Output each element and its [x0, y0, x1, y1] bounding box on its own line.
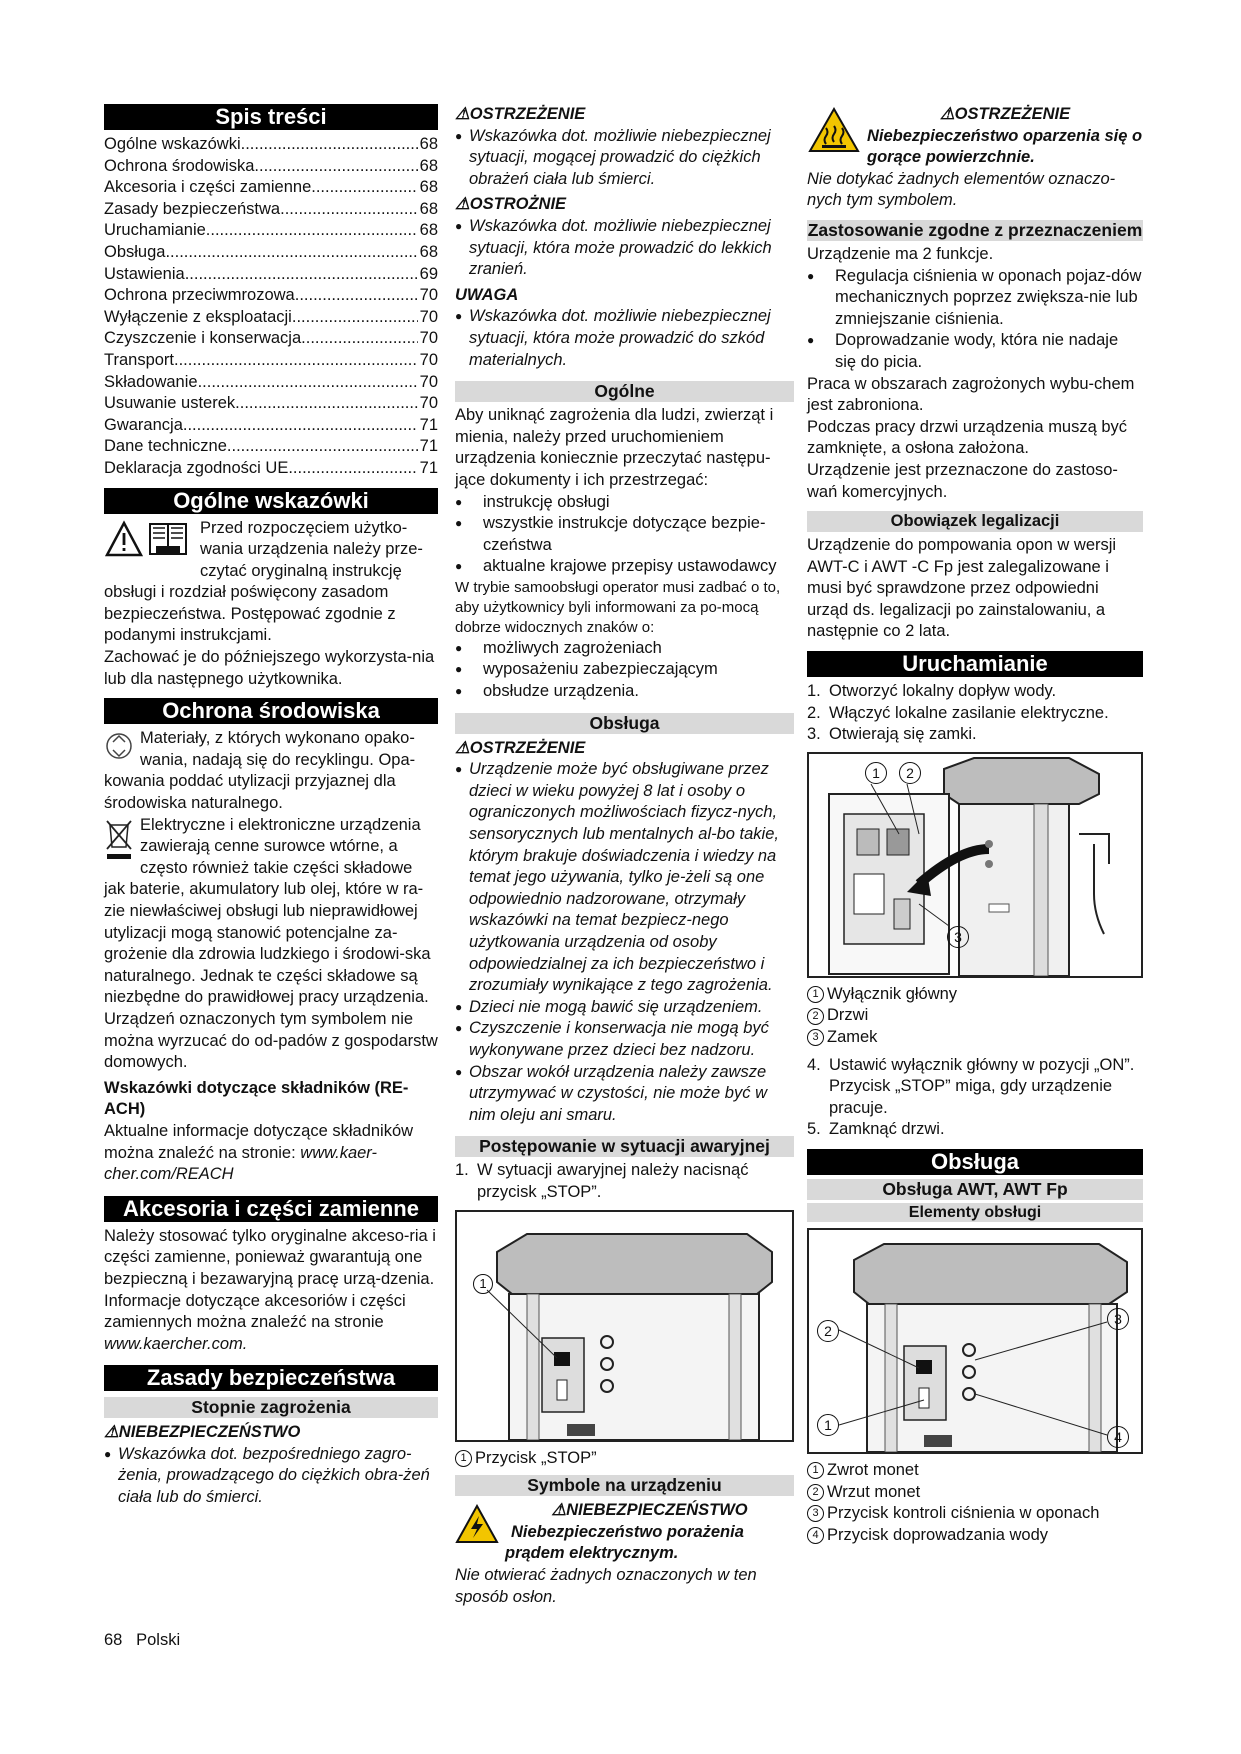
toc-item [104, 156, 438, 178]
toc-item-title: Gwarancja [104, 415, 183, 434]
callout-lock: 3 [947, 926, 969, 948]
toc-item-dots [288, 458, 417, 480]
toc-item-page: 68 [419, 135, 438, 153]
general2-item-2: ● możliwych zagrożeniach [455, 638, 794, 660]
startup-captions [807, 984, 1143, 1049]
figure-stop-button [455, 1210, 794, 1442]
warning-title: ⚠OSTRZEŻENIE [455, 105, 586, 123]
hot-surface-warning [807, 104, 1143, 169]
intended-intro: Urządzenie ma 2 funkcje. [807, 244, 994, 263]
toc-item [104, 350, 438, 372]
accessories-link[interactable]: www.kaercher.com. [104, 1334, 248, 1353]
crossed-bin-icon [104, 817, 134, 868]
toc-item-dots [241, 134, 418, 156]
operation-elements: Elementy obsługi [807, 1203, 1143, 1222]
general2-item: ● instrukcję obsługi [455, 492, 794, 514]
callout-coin-return: 1 [817, 1414, 839, 1436]
general2-item-2: ● obsłudze urządzenia. [455, 681, 794, 703]
toc-item-title: Deklaracja zgodności UE [104, 458, 289, 477]
startup-caption [807, 1005, 1143, 1027]
intended-p1: Praca w obszarach zagrożonych wybu-chem jest zabroniona. [807, 374, 1135, 415]
startup-step-number: 1. [807, 682, 821, 701]
toc-title: Spis treści [104, 104, 438, 130]
accessories-title: Akcesoria i części zamienne [104, 1196, 438, 1222]
toc-item-title: Ochrona środowiska [104, 156, 255, 175]
emergency-step [455, 1160, 794, 1203]
column-2 [455, 104, 794, 1608]
toc-item [104, 328, 438, 350]
startup-step [807, 681, 1143, 703]
startup-step-5 [807, 1119, 1143, 1141]
general-section [104, 518, 438, 691]
toc-item-dots [254, 156, 417, 178]
startup-step-number: 2. [807, 703, 821, 722]
toc-item-page: 68 [419, 199, 438, 218]
toc-item-dots [292, 307, 418, 329]
toc-item-title: Transport [104, 350, 174, 369]
operation-caption-number: 2 [807, 1484, 824, 1501]
toc-item-page: 71 [419, 458, 438, 477]
step-5-text: Zamknąć drzwi. [829, 1120, 945, 1139]
intended-list [807, 266, 1143, 374]
stop-caption [455, 1448, 794, 1470]
reach-title: Wskazówki dotyczące składników (RE-ACH) [104, 1078, 409, 1119]
figure-controls [807, 1228, 1143, 1454]
general2-item-2: ● wyposażeniu zabezpieczającym [455, 659, 794, 681]
toc-item-title: Dane techniczne [104, 437, 227, 456]
danger-title: ⚠NIEBEZPIECZEŃSTWO [104, 1423, 301, 1442]
toc-item [104, 372, 438, 394]
toc-item [104, 199, 438, 221]
toc-item-page: 70 [419, 286, 438, 305]
toc-item-page: 70 [419, 307, 438, 326]
startup-step-text: Otworzyć lokalny dopływ wody. [829, 682, 1057, 701]
toc-item-title: Wyłączenie z eksploatacji [104, 307, 292, 326]
intended-p2: Podczas pracy drzwi urządzenia muszą być zamknięte, a osłona założona. [807, 417, 1128, 458]
toc-item-title: Akcesoria i części zamienne [104, 178, 312, 197]
self-service-text: W trybie samoobsługi operator musi zadbać o to, aby użytkownicy byli informowani za po-mocą dobrze widocznych znaków o: [455, 578, 781, 636]
operation-caption-number: 1 [807, 1462, 824, 1479]
toc-item-dots [280, 199, 418, 221]
general2-list [455, 492, 794, 578]
general2-title: Ogólne [455, 381, 794, 402]
step-5-number: 5. [807, 1120, 821, 1139]
toc-item-title: Czyszczenie i konserwacja [104, 329, 302, 348]
column-1 [104, 104, 438, 1509]
startup-caption [807, 1027, 1143, 1049]
startup-caption-text: Zamek [827, 1028, 878, 1047]
accessories-p1: Należy stosować tylko oryginalne akceso-ria i części zamienne, ponieważ gwarantują one bezpieczną i bezawaryjną pracę urzą-dzenia. [104, 1226, 436, 1288]
operation-safety-list [455, 759, 794, 1126]
toc-item-dots [183, 415, 418, 437]
toc-item-page: 69 [419, 264, 438, 283]
electric-sub1: Niebezpieczeństwo porażenia [511, 1522, 744, 1541]
startup-caption-text: Wyłącznik główny [827, 984, 958, 1003]
accessories-p2 [104, 1291, 438, 1356]
safety-title: Zasady bezpieczeństwa [104, 1365, 438, 1391]
startup-caption-number: 3 [807, 1029, 824, 1046]
hot-title: ⚠OSTRZEŻENIE [939, 105, 1071, 123]
operation-safety-item: ● Dzieci nie mogą bawić się urządzeniem. [455, 997, 794, 1019]
toc-item-page: 68 [419, 242, 438, 261]
toc-item-dots [185, 264, 418, 286]
startup-caption-text: Drzwi [827, 1006, 869, 1025]
toc-item-dots [311, 177, 417, 199]
toc-item-page: 68 [419, 178, 438, 197]
warning-book-icon [104, 520, 194, 565]
caution-text: ● Wskazówka dot. możliwie niebezpiecznej sytuacji, która może prowadzić do lekkich zranień. [455, 216, 794, 281]
stop-caption-number: 1 [455, 1450, 472, 1467]
startup-title: Uruchamianie [807, 651, 1143, 677]
toc-item [104, 393, 438, 415]
hot-sub: Niebezpieczeństwo oparzenia się o gorące powierzchnie. [867, 126, 1143, 167]
operation-caption-number: 3 [807, 1505, 824, 1522]
toc-item-title: Obsługa [104, 242, 166, 261]
toc-item-title: Zasady bezpieczeństwa [104, 199, 281, 218]
accessories-p2-body: Informacje dotyczące akcesoriów i części zamiennych można znaleźć na stronie [104, 1291, 406, 1332]
operation-title: Obsługa [807, 1149, 1143, 1175]
recycle-icon [104, 730, 134, 769]
toc-item [104, 264, 438, 286]
toc-item-dots [301, 328, 417, 350]
startup-step [807, 724, 1143, 746]
toc-item-title: Składowanie [104, 372, 198, 391]
legal-title: Obowiązek legalizacji [807, 511, 1143, 532]
emergency-title: Postępowanie w sytuacji awaryjnej [455, 1136, 794, 1157]
general-title: Ogólne wskazówki [104, 488, 438, 514]
reach-text [104, 1121, 438, 1186]
startup-step-number: 3. [807, 725, 821, 744]
startup-step-text: Otwierają się zamki. [829, 725, 977, 744]
env-p1: Materiały, z których wykonano opako-wania, nadają się do recyklingu. Opa-kowania poddać utylizacji przyjaznej dla środowiska naturalnego. [104, 729, 416, 813]
general2-item: ● wszystkie instrukcje dotyczące bezpie-czeństwa [455, 513, 794, 556]
page-footer [104, 1630, 180, 1652]
operation-safety-item: ● Czyszczenie i konserwacja nie mogą być wykonywane przez dzieci bez nadzoru. [455, 1018, 794, 1061]
emergency-step-text: W sytuacji awaryjnej należy nacisnąć przycisk „STOP”. [477, 1161, 749, 1201]
emergency-step-number: 1. [455, 1161, 469, 1180]
warning-text: ● Wskazówka dot. możliwie niebezpiecznej sytuacji, mogącej prowadzić do ciężkich obrażeń ciała lub śmierci. [455, 126, 794, 191]
operation-safety-item: ● Obszar wokół urządzenia należy zawsze utrzymywać w czystości, nie może być w nim oleju ani smaru. [455, 1062, 794, 1127]
toc-item [104, 458, 438, 480]
caution-title: ⚠OSTROŻNIE [455, 195, 567, 214]
hot-text: Nie dotykać żadnych elementów oznaczo-nych tym symbolem. [807, 169, 1116, 210]
general-intro: Przed rozpoczęciem użytko-wania urządzenia należy prze-czytać oryginalną instrukcję obsługi i rozdział poświęcony zasadom bezpieczeństwa. Postępować zgodnie z podanymi instrukcjami. [104, 518, 423, 645]
intended-p3: Urządzenie jest przeznaczone do zastoso-wań komercyjnych. [807, 460, 1118, 501]
hot-surface-icon [807, 106, 861, 161]
safety-levels-title: Stopnie zagrożenia [104, 1397, 438, 1418]
toc-item-page: 71 [419, 437, 438, 456]
operation-sub: Obsługa AWT, AWT Fp [807, 1179, 1143, 1200]
toc-item [104, 177, 438, 199]
operation-warning-title: ⚠OSTRZEŻENIE [455, 738, 586, 757]
intended-item: ● Doprowadzanie wody, która nie nadaje się do picia. [807, 330, 1143, 373]
operation-caption [807, 1503, 1143, 1525]
toc-item-title: Uruchamianie [104, 221, 206, 240]
env-p2: Elektryczne i elektroniczne urządzenia zawierają cenne surowce wtórne, a często również takie części składowe jak baterie, akumulatory lub olej, które w ra-zie niewłaściwej obsługi lub nieprawidłowej utylizacji mogą stanowić potencjalne za-grożenie dla zdrowia ludzkiego i środowi-ska naturalnego. Jednak te części składowe są niezbędne do prawidłowej pracy urządzenia. Urządzeń oznaczonych tym symbolem nie można wyrzucać do od-padów z gospodarstw domowych. [104, 815, 438, 1072]
toc-item-dots [235, 393, 417, 415]
toc-item-dots [295, 285, 418, 307]
startup-step-4 [807, 1055, 1143, 1120]
step-4-text: Ustawić wyłącznik główny w pozycji „ON”. [829, 1055, 1135, 1074]
danger-text: ● Wskazówka dot. bezpośredniego zagro-żenia, prowadzącego do ciężkich obra-żeń ciała lub do śmierci. [104, 1444, 438, 1509]
startup-step [807, 703, 1143, 725]
toc-item-dots [174, 350, 418, 372]
electric-sub2: prądem elektrycznym. [505, 1544, 679, 1563]
operation-captions [807, 1460, 1143, 1546]
toc-item [104, 220, 438, 242]
toc-item [104, 436, 438, 458]
startup-caption-number: 2 [807, 1008, 824, 1025]
operation-safety-title: Obsługa [455, 713, 794, 734]
toc-item-dots [198, 372, 418, 394]
startup-step-text: Włączyć lokalne zasilanie elektryczne. [829, 703, 1109, 722]
toc-item-title: Usuwanie usterek [104, 394, 236, 413]
toc-list [104, 134, 438, 480]
notice-title: UWAGA [455, 285, 519, 304]
startup-caption [807, 984, 1143, 1006]
toc-item-page: 71 [419, 415, 438, 434]
operation-safety-item: ● Urządzenie może być obsługiwane przez dzieci w wieku powyżej 8 lat i osoby o ograniczonych możliwościach fizycz-nych, sensorycznych lub mentalnych al-bo takie, którym brakuje doświadczenia i wiedzy na temat jego używania, tylko je-żeli są one odpowiednio nadzorowane, otrzymały wskazówki na temat bezpiecz-nego użytkowania urządzenia od osoby odpowiedzialnej za ich bezpieczeństwo i zrozumiały wynikające z tego zagrożenia. [455, 759, 794, 997]
toc-item-title: Ogólne wskazówki [104, 135, 241, 153]
general2-intro: Aby uniknąć zagrożenia dla ludzi, zwierząt i mienia, należy przed uruchomieniem urządzenia koniecznie przeczytać następu-jące dokumenty i ich przestrzegać: [455, 406, 774, 489]
legal-text: Urządzenie do pompowania opon w wersji AWT-C i AWT -C Fp jest zalegalizowane i musi być sprawdzone przez odpowiedni urząd ds. legalizacji po zainstalowaniu, a następnie co 2 lata. [807, 536, 1117, 641]
stop-caption-text: Przycisk „STOP” [475, 1448, 597, 1467]
operation-caption-text: Przycisk kontroli ciśnienia w oponach [827, 1504, 1100, 1523]
general2-list-2 [455, 638, 794, 703]
figure-main-switch [807, 752, 1143, 978]
toc-item-page: 70 [419, 372, 438, 391]
operation-caption-text: Wrzut monet [827, 1482, 921, 1501]
env-section [104, 728, 438, 1185]
callout-water-button: 4 [1107, 1426, 1129, 1448]
toc-item [104, 242, 438, 264]
env-title: Ochrona środowiska [104, 698, 438, 724]
startup-caption-number: 1 [807, 986, 824, 1003]
intended-title: Zastosowanie zgodne z przeznaczeniem [807, 219, 1143, 240]
toc-item-page: 70 [419, 350, 438, 369]
intended-item: ● Regulacja ciśnienia w oponach pojaz-dów mechanicznych poprzez zwiększa-nie lub zmniejszanie ciśnienia. [807, 266, 1143, 331]
toc-item-page: 68 [419, 221, 438, 240]
toc-item-dots [206, 220, 418, 242]
toc-item-page: 68 [419, 156, 438, 175]
page-language: Polski [136, 1631, 181, 1649]
operation-caption-text: Przycisk doprowadzania wody [827, 1525, 1049, 1544]
reach-text-body: Aktualne informacje dotyczące składników można znaleźć na stronie: [104, 1121, 414, 1162]
electric-text: Nie otwierać żadnych oznaczonych w ten sposób osłon. [455, 1565, 757, 1606]
operation-caption [807, 1482, 1143, 1504]
toc-item-title: Ustawienia [104, 264, 185, 283]
toc-item [104, 415, 438, 437]
symbols-title: Symbole na urządzeniu [455, 1475, 794, 1496]
callout-main-switch: 1 [865, 762, 887, 784]
operation-caption-text: Zwrot monet [827, 1461, 919, 1479]
toc-item-page: 70 [419, 329, 438, 348]
toc-item [104, 307, 438, 329]
column-3 [807, 104, 1143, 1546]
notice-text: ● Wskazówka dot. możliwie niebezpiecznej sytuacji, która może prowadzić do szkód materialnych. [455, 306, 794, 371]
operation-caption [807, 1525, 1143, 1547]
toc-item-title: Ochrona przeciwmrozowa [104, 286, 295, 305]
callout-1: 1 [473, 1274, 493, 1294]
toc-item-page: 70 [419, 394, 438, 413]
operation-caption-number: 4 [807, 1527, 824, 1544]
callout-coin-insert: 2 [817, 1320, 839, 1342]
reach-link[interactable]: www.kaer-cher.com/REACH [104, 1143, 377, 1184]
toc-item-dots [227, 436, 418, 458]
step-4-number: 4. [807, 1055, 821, 1074]
toc-item-dots [165, 242, 417, 264]
callout-pressure-button: 3 [1107, 1308, 1129, 1330]
electric-title: ⚠NIEBEZPIECZEŃSTWO [551, 1501, 748, 1520]
page-number: 68 [104, 1631, 123, 1649]
electric-warning [455, 1500, 794, 1608]
general2-item: ● aktualne krajowe przepisy ustawodawcy [455, 556, 794, 578]
step-4-note: Przycisk „STOP” miga, gdy urządzenie pracuje. [829, 1077, 1113, 1117]
startup-steps [807, 681, 1143, 746]
electric-shock-icon [455, 1504, 499, 1551]
callout-door: 2 [899, 762, 921, 784]
toc-item [104, 285, 438, 307]
operation-caption [807, 1460, 1143, 1482]
toc-item [104, 134, 438, 156]
general-keep: Zachować je do późniejszego wykorzysta-nia lub dla następnego użytkownika. [104, 648, 435, 688]
